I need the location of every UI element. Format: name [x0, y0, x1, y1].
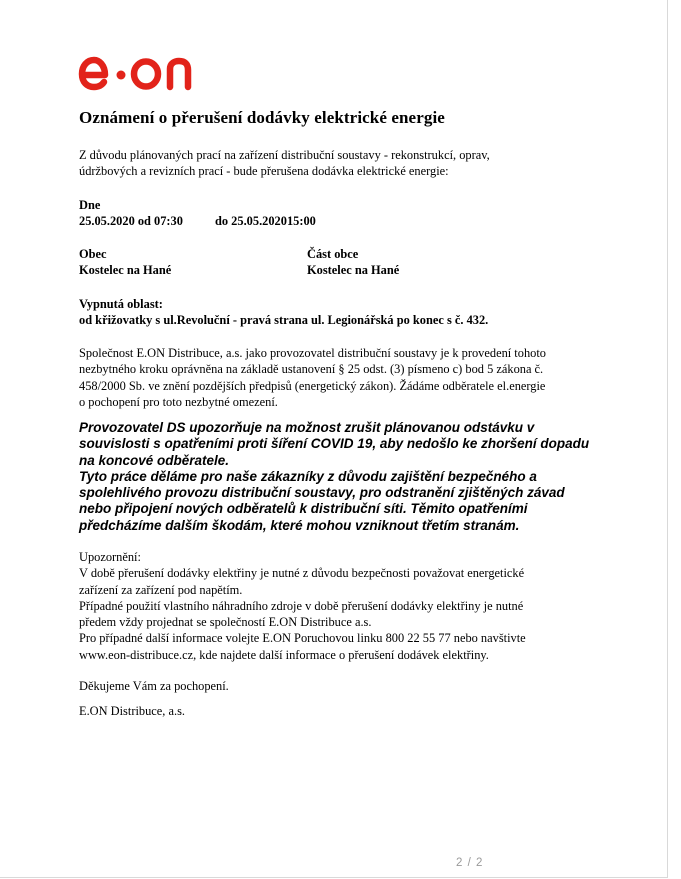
thanks-text: Děkujeme Vám za pochopení.: [79, 679, 229, 693]
date-from: 25.05.2020 od 07:30: [79, 214, 183, 228]
notice-line: předem vždy projednat se společností E.ON Distribuce a.s.: [79, 615, 372, 630]
notice-line: www.eon-distribuce.cz, kde najdete další informace o přerušení dodávek elektřiny.: [79, 647, 489, 662]
covid-notice: [79, 420, 590, 534]
notice-heading: Upozornění:: [79, 550, 141, 564]
covid-line: na koncové odběratele.: [79, 452, 230, 468]
legal-line: 458/2000 Sb. ve znění pozdějších předpisů (energetický zákon). Žádáme odběratele el.energie: [79, 378, 546, 393]
safety-notice: [79, 549, 599, 663]
municipality-part-value: Kostelec na Hané: [307, 263, 400, 277]
covid-line: Provozovatel DS upozorňuje na možnost zrušit plánovanou odstávku v: [79, 420, 535, 435]
intro-line: Z důvodu plánovaných prací na zařízení distribuční soustavy - rekonstrukcí, oprav,: [79, 148, 490, 162]
covid-line: spolehlivého provozu distribuční soustavy, pro odstranění zjištěných závad: [79, 485, 565, 501]
page-title: Oznámení o přerušení dodávky elektrické energie: [79, 108, 445, 127]
covid-line: souvislosti s opatřeními proti šíření COVID 19, aby nedošlo ke zhoršení dopadu: [79, 436, 590, 452]
notice-line: Případné použití vlastního náhradního zdroje v době přerušení dodávky elektřiny je nutné: [79, 598, 524, 613]
legal-line: nezbytného kroku oprávněna na základě ustanovení § 25 odst. (3) písmeno c) bod 5 zákona č.: [79, 362, 544, 377]
date-to: do 25.05.202015:00: [215, 214, 316, 228]
date-range: [79, 213, 316, 229]
outage-area-value: od křižovatky s ul.Revoluční - pravá strana ul. Legionářská po konec s č. 432.: [79, 313, 489, 327]
date-label: Dne: [79, 198, 101, 212]
outage-area-label: Vypnutá oblast:: [79, 297, 163, 311]
municipality-label: Obec: [79, 247, 107, 261]
covid-line: nebo připojení nových odběratelů k distribuční síti. Těmito opatřeními: [79, 501, 528, 517]
intro-line: údržbových a revizních prací - bude přerušena dodávka elektrické energie:: [79, 164, 449, 179]
legal-line: o pochopení pro toto nezbytné omezení.: [79, 394, 278, 409]
notice-line: zařízení za zařízení pod napětím.: [79, 582, 243, 597]
signature: E.ON Distribuce, a.s.: [79, 704, 185, 718]
covid-line: předcházíme dalším škodám, které mohou vzniknout třetím stranám.: [79, 517, 520, 533]
notice-line: Pro případné další informace volejte E.ON Poruchovou linku 800 22 55 77 nebo navštivte: [79, 631, 526, 646]
page-number: 2 / 2: [456, 857, 484, 869]
covid-line: Tyto práce děláme pro naše zákazníky z důvodu zajištění bezpečného a: [79, 468, 537, 484]
notice-line: V době přerušení dodávky elektřiny je nutné z důvodu bezpečnosti považovat energetické: [79, 566, 525, 581]
legal-line: Společnost E.ON Distribuce, a.s. jako provozovatel distribuční soustavy je k provedení tohoto: [79, 346, 546, 360]
municipality-part-label: Část obce: [307, 247, 359, 261]
eon-logo: [78, 50, 202, 94]
legal-paragraph: [79, 345, 599, 410]
intro-paragraph: [79, 147, 579, 180]
municipality-value: Kostelec na Hané: [79, 263, 172, 277]
